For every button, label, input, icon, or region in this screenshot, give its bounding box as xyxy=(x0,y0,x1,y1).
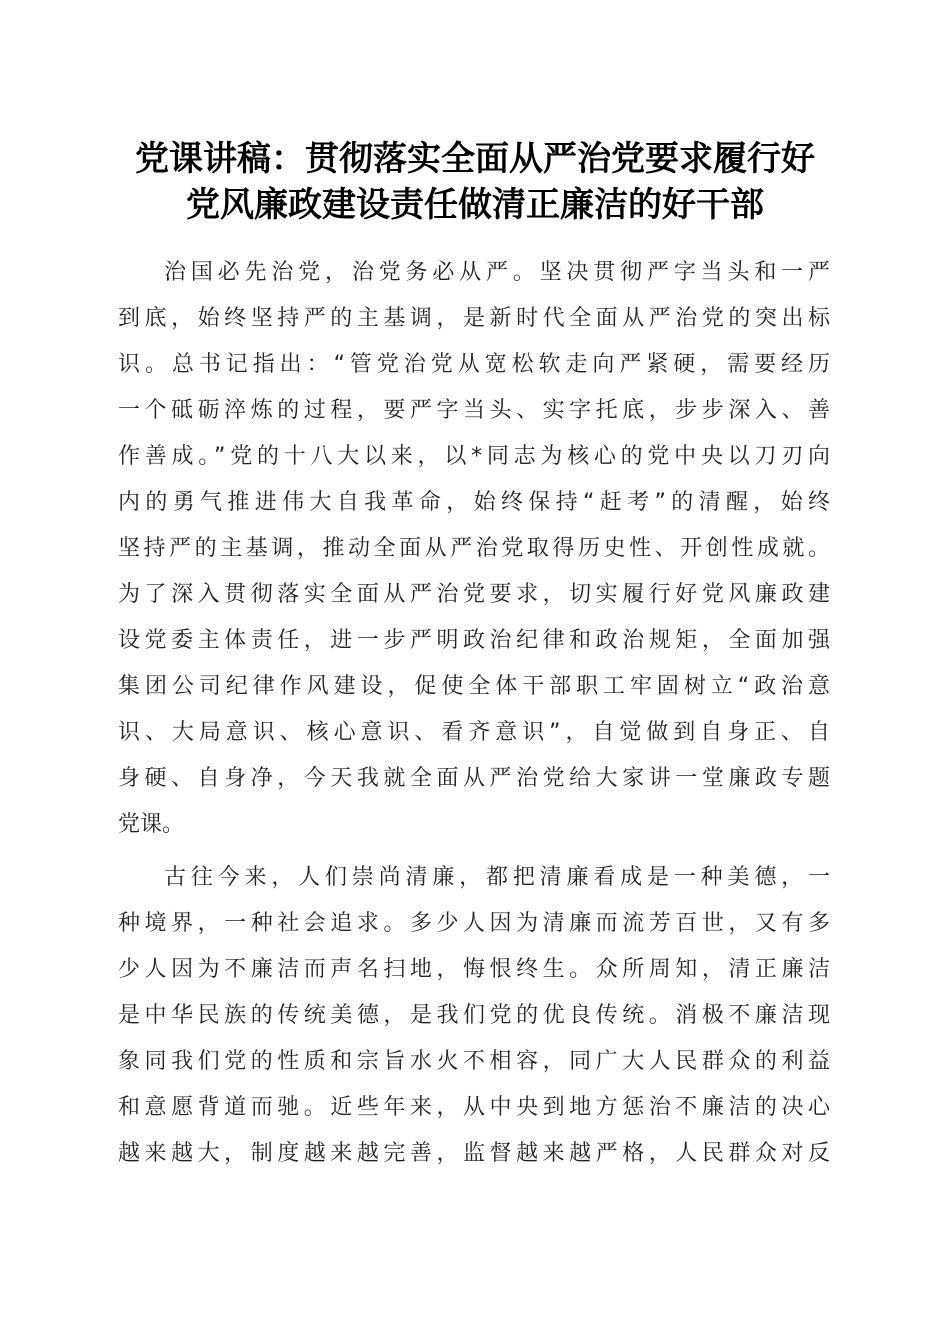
paragraph-line: 识、大局意识、核心意识、看齐意识”，自觉做到自身正、自 xyxy=(118,720,830,745)
paragraph-line: 少人因为不廉洁而声名扫地，悔恨终生。众所周知，清正廉洁 xyxy=(118,957,830,982)
paragraph-line: 设党委主体责任，进一步严明政治纪律和政治规矩，全面加强 xyxy=(118,628,830,653)
paragraph-1 xyxy=(118,250,830,848)
paragraph-line: 作善成。”党的十八大以来，以*同志为核心的党中央以刀刃向 xyxy=(118,444,830,469)
paragraph-line: 集团公司纪律作风建设，促使全体干部职工牢固树立“政治意 xyxy=(118,674,830,699)
paragraph-line: 身硬、自身净，今天我就全面从严治党给大家讲一堂廉政专题 xyxy=(118,766,830,791)
paragraph-line: 和意愿背道而驰。近些年来，从中央到地方惩治不廉洁的决心 xyxy=(118,1095,830,1120)
paragraph-line: 种境界，一种社会追求。多少人因为清廉而流芳百世，又有多 xyxy=(118,911,830,936)
document-body xyxy=(118,250,830,1184)
paragraph-line: 治国必先治党，治党务必从严。坚决贯彻严字当头和一严 xyxy=(164,260,830,285)
paragraph-line: 象同我们党的性质和宗旨水火不相容，同广大人民群众的利益 xyxy=(118,1049,830,1074)
paragraph-line: 党课。 xyxy=(118,812,185,837)
document-title xyxy=(100,136,850,228)
title-line: 党课讲稿：贯彻落实全面从严治党要求履行好 xyxy=(135,139,815,179)
paragraph-line: 内的勇气推进伟大自我革命，始终保持“赶考”的清醒，始终 xyxy=(118,490,830,515)
paragraph-line: 为了深入贯彻落实全面从严治党要求，切实履行好党风廉政建 xyxy=(118,582,830,607)
title-line: 党风廉政建设责任做清正廉洁的好干部 xyxy=(186,185,764,225)
paragraph-line: 坚持严的主基调，推动全面从严治党取得历史性、开创性成就。 xyxy=(118,536,830,561)
paragraph-line: 是中华民族的传统美德，是我们党的优良传统。消极不廉洁现 xyxy=(118,1003,830,1028)
paragraph-line: 古往今来，人们崇尚清廉，都把清廉看成是一种美德，一 xyxy=(164,865,830,890)
paragraph-line: 到底，始终坚持严的主基调，是新时代全面从严治党的突出标 xyxy=(118,306,830,331)
paragraph-line: 越来越大，制度越来越完善，监督越来越严格，人民群众对反 xyxy=(118,1141,830,1166)
paragraph-2 xyxy=(118,855,830,1177)
paragraph-line: 识。总书记指出：“管党治党从宽松软走向严紧硬，需要经历 xyxy=(118,352,830,377)
paragraph-line: 一个砥砺淬炼的过程，要严字当头、实字托底，步步深入、善 xyxy=(118,398,830,423)
